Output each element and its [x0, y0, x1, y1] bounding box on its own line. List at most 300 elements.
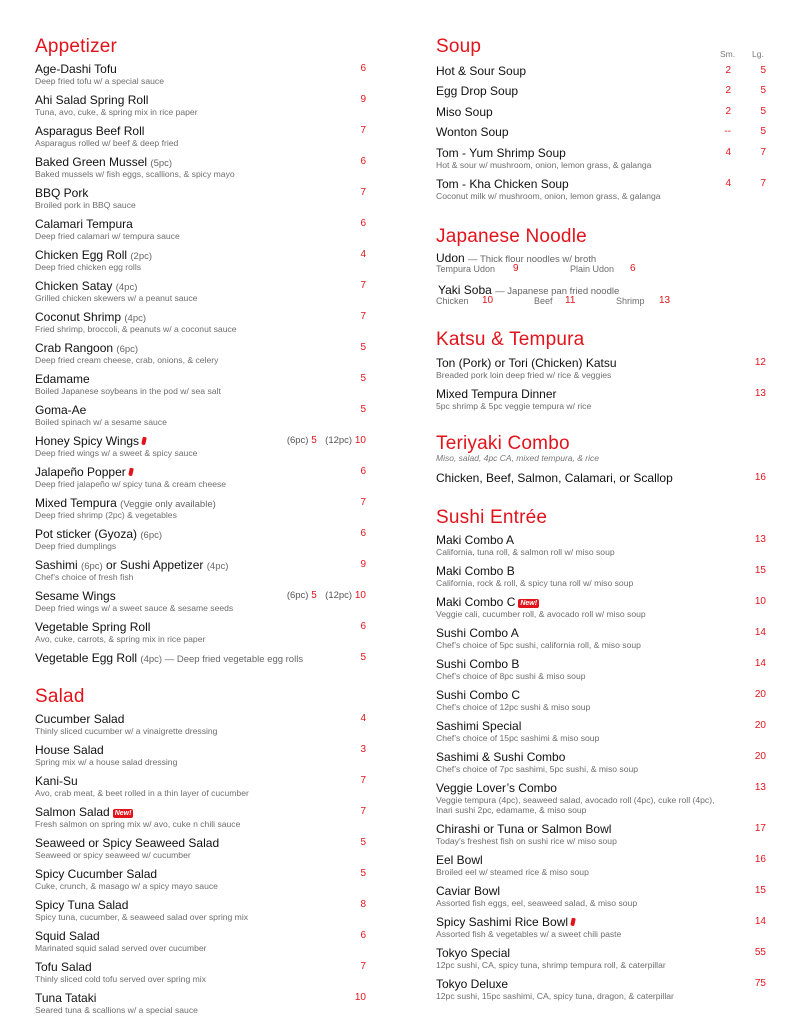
menu-item [35, 124, 366, 150]
menu-item-description: Avo, crab meat, & beet rolled in a thin layer of cucumber [35, 788, 249, 798]
menu-item [35, 217, 366, 243]
menu-item [436, 564, 766, 590]
menu-item-price: 55 [754, 947, 766, 958]
teriyaki-note: Miso, salad, 4pc CA, mixed tempura, & rice [436, 453, 599, 463]
soup-small-price: 2 [725, 65, 731, 76]
chili-pepper-icon [570, 918, 576, 927]
menu-item-price: 7 [360, 125, 366, 136]
menu-item-name-line [35, 712, 124, 726]
menu-item-description: Veggie tempura (4pc), seaweed salad, avocado roll (4pc), cuke roll (4pc), [436, 795, 715, 805]
menu-item-name-line [436, 853, 483, 867]
menu-item-name: Sesame Wings [35, 589, 116, 603]
menu-item-name-line [436, 657, 519, 671]
menu-item-price: 7 [360, 806, 366, 817]
yaki-opt1: Chicken [436, 296, 469, 306]
menu-item-name-line [35, 836, 219, 850]
menu-item-name-line [35, 465, 133, 479]
menu-item-name: Ton (Pork) or Tori (Chicken) Katsu [436, 356, 617, 370]
menu-item-name: BBQ Pork [35, 186, 89, 200]
size-large-label: (12pc) [325, 590, 353, 601]
menu-item-price: 6 [360, 466, 366, 477]
menu-item-description: Baked mussels w/ fish eggs, scallions, & spicy mayo [35, 169, 235, 179]
menu-item [35, 62, 366, 88]
menu-item-description: California, rock & roll, & spicy tuna roll w/ miso soup [436, 578, 634, 588]
soup-large-label: Lg. [752, 49, 764, 59]
menu-item-qualifier: (4pc) [124, 313, 147, 324]
menu-item-description: Today’s freshest fish on sushi rice w/ miso soup [436, 836, 617, 846]
soup-large-price: 5 [760, 65, 766, 76]
menu-item-qualifier: (Veggie only available) [120, 499, 216, 510]
menu-item-name: Sushi Combo C [436, 688, 521, 702]
menu-item [436, 915, 766, 941]
menu-item-name-line [35, 62, 117, 76]
menu-item-name-line [35, 774, 78, 788]
menu-item-description: Fresh salmon on spring mix w/ avo, cuke n chili sauce [35, 819, 241, 829]
salad-title: Salad [35, 686, 85, 707]
menu-item-name: Tofu Salad [35, 960, 92, 974]
menu-item-name-line [35, 93, 148, 107]
yaki-options [436, 296, 766, 308]
menu-item-description: Avo, cuke, carrots, & spring mix in rice paper [35, 634, 206, 644]
menu-item-description: Seared tuna & scallions w/ a special sauce [35, 1005, 198, 1015]
soup-item-name: Tom - Yum Shrimp Soup [436, 146, 566, 160]
soup-item-description: Hot & sour w/ mushroom, onion, lemon grass, & galanga [436, 160, 652, 170]
menu-item-price: 7 [360, 961, 366, 972]
menu-item-price: 7 [360, 775, 366, 786]
menu-item-name: Coconut Shrimp [35, 310, 122, 324]
chili-pepper-icon [128, 468, 134, 477]
soup-item-name: Miso Soup [436, 105, 493, 119]
menu-item-price: 7 [360, 311, 366, 322]
menu-item-name: Age-Dashi Tofu [35, 62, 117, 76]
menu-item-name: Chicken Satay [35, 279, 113, 293]
yaki-opt2: Beef [534, 296, 553, 306]
menu-item-name: Edamame [35, 372, 90, 386]
menu-item-name-line [35, 867, 157, 881]
menu-item-price: 12 [754, 357, 766, 368]
menu-item-name: Caviar Bowl [436, 884, 501, 898]
menu-item-price: 7 [360, 497, 366, 508]
menu-item [436, 626, 766, 652]
menu-item-description: Fried shrimp, broccoli, & peanuts w/ a coconut sauce [35, 324, 237, 334]
yaki-opt3: Shrimp [616, 296, 645, 306]
yaki-price1: 10 [482, 295, 494, 306]
menu-item-price: 5 [360, 868, 366, 879]
size-small-price: 5 [311, 435, 317, 446]
menu-item-name: Goma-Ae [35, 403, 87, 417]
menu-item-name-alt: or Sushi Appetizer [106, 558, 204, 572]
menu-item-price: 6 [360, 63, 366, 74]
udon-price2: 6 [630, 263, 636, 274]
menu-item-name-line [436, 533, 514, 547]
menu-item [35, 651, 366, 677]
menu-item-description: Grilled chicken skewers w/ a peanut sauce [35, 293, 198, 303]
soup-small-price: 2 [725, 85, 731, 96]
menu-item [35, 372, 366, 398]
menu-item-name-line [436, 564, 515, 578]
udon-name: Udon [436, 251, 465, 265]
menu-item-name: Salmon Salad [35, 805, 110, 819]
size-small-label: (6pc) [286, 435, 309, 446]
menu-item-description: Asparagus rolled w/ beef & deep fried [35, 138, 179, 148]
yaki-qual: — Japanese pan fried noodle [495, 286, 620, 297]
menu-item-description: Boiled spinach w/ a sesame sauce [35, 417, 167, 427]
soup-item-description: Coconut milk w/ mushroom, onion, lemon grass, & galanga [436, 191, 661, 201]
menu-item-name: Crab Rangoon [35, 341, 114, 355]
menu-item-description: 5pc shrimp & 5pc veggie tempura w/ rice [436, 401, 592, 411]
menu-item-description: Chef’s choice of 8pc sushi & miso soup [436, 671, 586, 681]
soup-large-price: 5 [760, 106, 766, 117]
size-large-price: 10 [354, 435, 366, 446]
new-badge: New! [114, 810, 132, 817]
soup-large-price: 7 [760, 178, 766, 189]
appetizer-title: Appetizer [35, 36, 118, 57]
menu-item-name: Vegetable Spring Roll [35, 620, 151, 634]
menu-item-description: Assorted fish eggs, eel, seaweed salad, & miso soup [436, 898, 638, 908]
udon-opt2: Plain Udon [570, 264, 615, 274]
menu-item [35, 558, 366, 584]
menu-item-name: Ahi Salad Spring Roll [35, 93, 149, 107]
menu-item-name-line [436, 781, 557, 795]
menu-item-description: Deep fried tofu w/ a special sauce [35, 76, 164, 86]
teriyaki-title: Teriyaki Combo [436, 433, 570, 454]
menu-item-name: Sashimi [35, 558, 78, 572]
soup-large-price: 5 [760, 85, 766, 96]
menu-item-name: Honey Spicy Wings [35, 434, 140, 448]
menu-item-name: Cucumber Salad [35, 712, 125, 726]
menu-item-qualifier-alt: (4pc) [206, 561, 229, 572]
yaki-price3: 13 [659, 295, 671, 306]
menu-item-name: Baked Green Mussel [35, 155, 148, 169]
menu-item [436, 750, 766, 776]
menu-item-price: 20 [754, 751, 766, 762]
soup-small-price: 2 [725, 106, 731, 117]
menu-item [436, 595, 766, 621]
menu-item-description: Seaweed or spicy seaweed w/ cucumber [35, 850, 191, 860]
menu-item-description: Thinly sliced cold tofu served over spring mix [35, 974, 206, 984]
menu-item-description: Deep fried wings w/ a sweet & spicy sauce [35, 448, 198, 458]
menu-item-description: Spicy tuna, cucumber, & seaweed salad over spring mix [35, 912, 249, 922]
menu-item-description: Deep fried jalapeño w/ spicy tuna & cream cheese [35, 479, 227, 489]
menu-item-price: 6 [360, 930, 366, 941]
menu-item-name: Sushi Combo B [436, 657, 520, 671]
menu-item [35, 248, 366, 274]
menu-item [436, 853, 766, 879]
menu-item [436, 781, 766, 815]
menu-item-description: Deep fried wings w/ a sweet sauce & sesame seeds [35, 603, 234, 613]
teriyaki-item-price: 16 [754, 472, 766, 483]
menu-item-price: 13 [754, 534, 766, 545]
menu-item [35, 898, 366, 924]
menu-item [436, 688, 766, 714]
soup-title: Soup [436, 36, 482, 57]
yaki-price2: 11 [565, 295, 576, 306]
sushi-title: Sushi Entrée [436, 507, 548, 528]
menu-item [35, 929, 366, 955]
menu-item-name: Sashimi Special [436, 719, 522, 733]
menu-item [436, 387, 766, 413]
teriyaki-item [436, 471, 766, 497]
menu-item-price: 9 [360, 559, 366, 570]
menu-item-price: 6 [360, 528, 366, 539]
menu-item-description: Deep fried shrimp (2pc) & vegetables [35, 510, 177, 520]
menu-item-name: Asparagus Beef Roll [35, 124, 145, 138]
menu-item-name: Spicy Sashimi Rice Bowl [436, 915, 569, 929]
menu-item-price: 5 [360, 837, 366, 848]
menu-item-name-line [35, 898, 128, 912]
menu-item-name: Kani-Su [35, 774, 78, 788]
menu-item-name-line [35, 805, 133, 819]
menu-item-price: 13 [754, 388, 766, 399]
menu-item-description: Boiled Japanese soybeans in the pod w/ sea salt [35, 386, 221, 396]
menu-item-name-line [35, 991, 96, 1005]
udon-item [436, 251, 766, 277]
menu-item-price: 6 [360, 621, 366, 632]
menu-item-name-line [436, 387, 557, 401]
menu-item-description: Chef’s choice of 15pc sashimi & miso soup [436, 733, 600, 743]
menu-item [35, 991, 366, 1017]
menu-item-price: 15 [754, 565, 766, 576]
menu-item-name: Maki Combo A [436, 533, 515, 547]
menu-item [436, 356, 766, 382]
menu-item-description: Thinly sliced cucumber w/ a vinaigrette dressing [35, 726, 218, 736]
udon-options [436, 264, 766, 276]
noodle-title: Japanese Noodle [436, 226, 587, 247]
menu-item-description: Cuke, crunch, & masago w/ a spicy mayo sauce [35, 881, 218, 891]
soup-item-name: Egg Drop Soup [436, 84, 519, 98]
menu-item-description: Spring mix w/ a house salad dressing [35, 757, 178, 767]
menu-item [436, 822, 766, 848]
menu-item-name-line [35, 124, 144, 138]
menu-item-name-line [35, 403, 86, 417]
menu-item-name-line [436, 626, 519, 640]
menu-item-description: Assorted fish & vegetables w/ a sweet chili paste [436, 929, 622, 939]
menu-item-name-line [35, 434, 146, 448]
soup-small-label: Sm. [720, 49, 736, 59]
soup-small-price: -- [724, 126, 731, 137]
menu-item-price: 5 [360, 373, 366, 384]
menu-item-price: 6 [360, 218, 366, 229]
menu-item-name: Sushi Combo A [436, 626, 519, 640]
menu-item-description: Chef’s choice of 7pc sashimi, 5pc sushi, & miso soup [436, 764, 639, 774]
size-small-price: 5 [311, 590, 317, 601]
menu-item-name: Tuna Tataki [35, 991, 97, 1005]
menu-item-description: Broiled eel w/ steamed rice & miso soup [436, 867, 589, 877]
menu-item-description: Deep fried calamari w/ tempura sauce [35, 231, 180, 241]
menu-item-name-line [436, 356, 617, 370]
soup-large-price: 7 [760, 147, 766, 158]
menu-item-name: Mixed Tempura Dinner [436, 387, 557, 401]
menu-item-price: 5 [360, 652, 366, 663]
soup-item-name: Hot & Sour Soup [436, 64, 527, 78]
menu-item-price: 9 [360, 94, 366, 105]
menu-item-price: 3 [360, 744, 366, 755]
menu-item-description: 12pc sushi, 15pc sashimi, CA, spicy tuna, dragon, & caterpillar [436, 991, 674, 1001]
menu-item [35, 867, 366, 893]
menu-item-size-prices [287, 589, 366, 603]
menu-item-price: 4 [360, 249, 366, 260]
menu-item [35, 620, 366, 646]
menu-item-price: 15 [754, 885, 766, 896]
menu-item-name-line [436, 719, 521, 733]
menu-item [35, 527, 366, 553]
menu-item-name-line [35, 960, 92, 974]
udon-price1: 9 [513, 263, 519, 274]
menu-item-name: Chicken Egg Roll [35, 248, 128, 262]
menu-item-name-line [35, 372, 90, 386]
soup-item-name: Tom - Kha Chicken Soup [436, 177, 569, 191]
soup-large-price: 5 [760, 126, 766, 137]
soup-small-price: 4 [725, 147, 731, 158]
soup-small-price: 4 [725, 178, 731, 189]
menu-item-name-line [35, 589, 116, 603]
menu-item-name: Seaweed or Spicy Seaweed Salad [35, 836, 220, 850]
menu-item-name-line [436, 688, 520, 702]
menu-item-description: Tuna, avo, cuke, & spring mix in rice paper [35, 107, 198, 117]
menu-item-name-line [35, 743, 104, 757]
menu-item-price: 8 [360, 899, 366, 910]
menu-item-price: 4 [360, 713, 366, 724]
menu-item-description: Chef’s choice of 5pc sushi, california roll, & miso soup [436, 640, 641, 650]
menu-item-price: 14 [754, 627, 766, 638]
menu-item-name-line [436, 884, 500, 898]
menu-item-name-line [436, 822, 611, 836]
menu-item [436, 946, 766, 972]
menu-item-qualifier: (6pc) [116, 344, 139, 355]
menu-item [35, 774, 366, 800]
udon-opt1: Tempura Udon [436, 264, 496, 274]
menu-item [35, 403, 366, 429]
menu-item-price: 6 [360, 156, 366, 167]
menu-item-name: Veggie Lover’s Combo [436, 781, 557, 795]
menu-item [35, 341, 366, 367]
menu-item-name-line [436, 750, 565, 764]
menu-item [35, 434, 366, 460]
menu-item-name-line [35, 929, 100, 943]
menu-item [35, 279, 366, 305]
menu-item-name: Tokyo Special [436, 946, 511, 960]
menu-item-name: Maki Combo C [436, 595, 516, 609]
menu-item-qualifier: (4pc) [115, 282, 138, 293]
menu-item-description: Broiled pork in BBQ sauce [35, 200, 136, 210]
chili-pepper-icon [141, 437, 147, 446]
menu-item [35, 805, 366, 831]
menu-item-name: Eel Bowl [436, 853, 483, 867]
menu-item [436, 719, 766, 745]
menu-item-name-line [35, 620, 150, 634]
udon-qual: — Thick flour noodles w/ broth [468, 254, 597, 265]
menu-item-name: House Salad [35, 743, 104, 757]
menu-item-name-line [35, 651, 303, 667]
menu-item [436, 533, 766, 559]
menu-item-name: Tokyo Deluxe [436, 977, 509, 991]
menu-item-name: Squid Salad [35, 929, 100, 943]
menu-item-name: Spicy Tuna Salad [35, 898, 129, 912]
menu-item [436, 884, 766, 910]
menu-item [35, 712, 366, 738]
soup-item [436, 146, 766, 172]
menu-item-description: Breaded pork loin deep fried w/ rice & veggies [436, 370, 612, 380]
menu-item [436, 657, 766, 683]
menu-item-name: Calamari Tempura [35, 217, 133, 231]
menu-item [35, 310, 366, 336]
menu-item-name: Spicy Cucumber Salad [35, 867, 158, 881]
menu-item-price: 20 [754, 720, 766, 731]
menu-item-name-line [436, 977, 508, 991]
menu-item [35, 743, 366, 769]
new-badge: New! [520, 600, 538, 607]
soup-item [436, 177, 766, 203]
menu-item [35, 496, 366, 522]
menu-item-description: 12pc sushi, CA, spicy tuna, shrimp tempura roll, & caterpillar [436, 960, 666, 970]
menu-item-price: 14 [754, 916, 766, 927]
menu-item-qualifier: (6pc) [140, 530, 163, 541]
menu-item-description: Deep fried cream cheese, crab, onions, & celery [35, 355, 219, 365]
menu-item-price: 7 [360, 280, 366, 291]
menu-item-description-cont: Inari sushi 2pc, edamame, & miso soup [436, 805, 587, 815]
menu-item-name-line [35, 186, 88, 200]
menu-item-description: Deep fried chicken egg rolls [35, 262, 142, 272]
menu-item-size-prices [287, 434, 366, 448]
menu-item-price: 10 [354, 992, 366, 1003]
menu-item-price: 75 [754, 978, 766, 989]
yaki-name: Yaki Soba [438, 283, 492, 297]
menu-item-price: 5 [360, 342, 366, 353]
menu-item-name-line [436, 946, 510, 960]
menu-item-qualifier: (4pc) — Deep fried vegetable egg rolls [140, 654, 304, 665]
menu-item-name: Chirashi or Tuna or Salmon Bowl [436, 822, 612, 836]
menu-item-price: 16 [754, 854, 766, 865]
menu-item-price: 14 [754, 658, 766, 669]
menu-item-description: Chef’s choice of fresh fish [35, 572, 134, 582]
menu-item-qualifier: (6pc) [81, 561, 103, 572]
menu-item-price: 13 [754, 782, 766, 793]
katsu-title: Katsu & Tempura [436, 329, 585, 350]
menu-item [35, 465, 366, 491]
menu-item [35, 836, 366, 862]
menu-item-price: 7 [360, 187, 366, 198]
soup-item-name: Wonton Soup [436, 125, 509, 139]
menu-item [35, 155, 366, 181]
menu-item-description: Deep fried dumplings [35, 541, 117, 551]
menu-item-price: 5 [360, 404, 366, 415]
menu-item-name-line [35, 217, 133, 231]
menu-item [35, 93, 366, 119]
menu-item-name: Sashimi & Sushi Combo [436, 750, 566, 764]
menu-item [35, 960, 366, 986]
menu-item-name: Mixed Tempura [35, 496, 117, 510]
menu-item-price: 20 [754, 689, 766, 700]
menu-item-description: California, tuna roll, & salmon roll w/ miso soup [436, 547, 615, 557]
menu-item-name: Maki Combo B [436, 564, 515, 578]
menu-item-description: Chef’s choice of 12pc sushi & miso soup [436, 702, 591, 712]
menu-item-price: 10 [754, 596, 766, 607]
size-large-label: (12pc) [325, 435, 353, 446]
menu-item-qualifier: (2pc) [130, 251, 153, 262]
yaki-item [436, 283, 766, 309]
menu-item [436, 977, 766, 1003]
menu-item-name: Vegetable Egg Roll [35, 651, 138, 665]
size-large-price: 10 [354, 590, 366, 601]
menu-item-price: 17 [754, 823, 766, 834]
teriyaki-item-name: Chicken, Beef, Salmon, Calamari, or Scallop [436, 471, 673, 485]
menu-item-name-line [436, 595, 539, 609]
menu-item-description: Veggie cali, cucumber roll, & avocado roll w/ miso soup [436, 609, 646, 619]
menu-item-description: Marinated squid salad served over cucumber [35, 943, 207, 953]
menu-item-qualifier: (5pc) [150, 158, 173, 169]
size-small-label: (6pc) [286, 590, 309, 601]
menu-item [35, 589, 366, 615]
